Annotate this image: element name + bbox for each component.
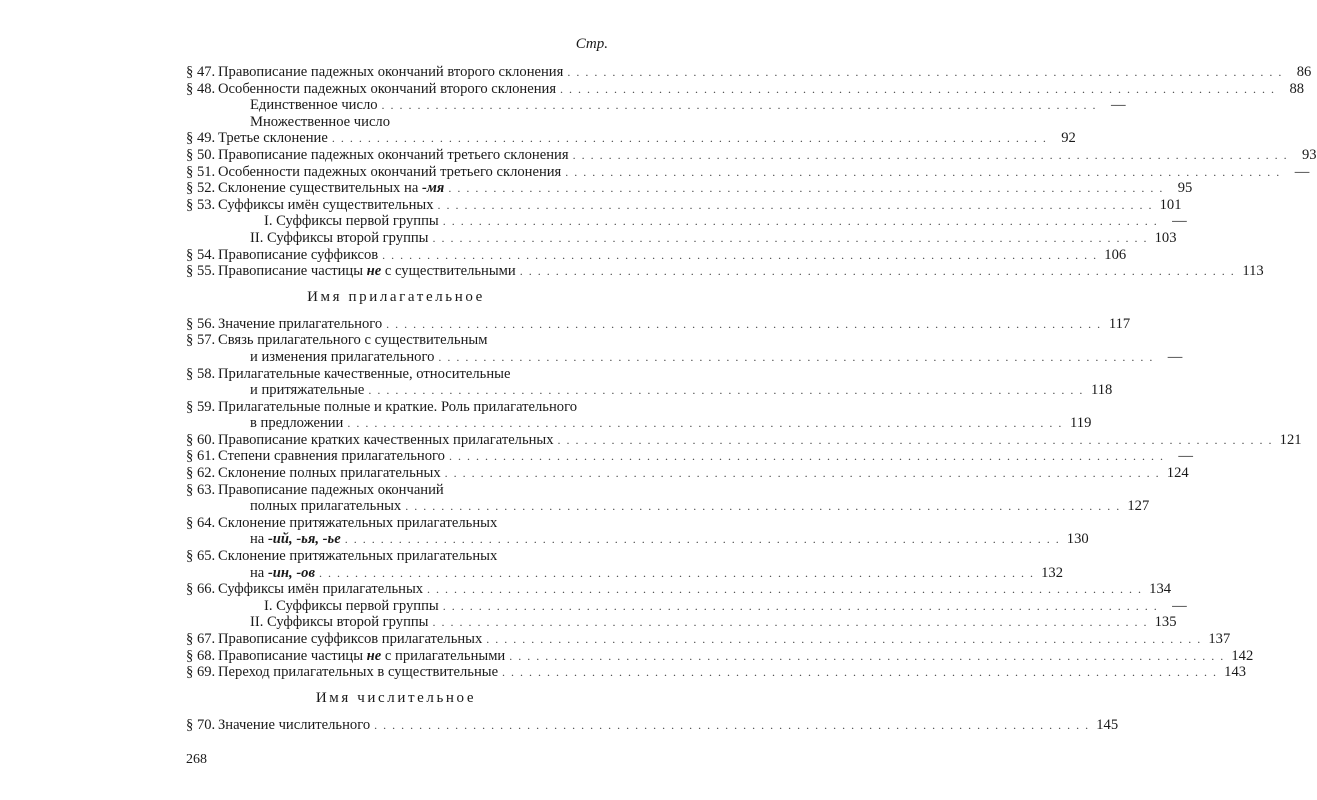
toc-entry-title bbox=[218, 316, 382, 333]
toc-leader-dots: ................................................................................ bbox=[319, 565, 1039, 580]
toc-page-number: 119 bbox=[1070, 415, 1092, 432]
toc-entry-title bbox=[218, 247, 378, 264]
toc-page-number: 132 bbox=[1041, 564, 1063, 581]
toc-page-number: 113 bbox=[1242, 263, 1264, 280]
toc-leader-dots: ................................................................................ bbox=[427, 582, 1148, 597]
toc-entry[interactable] bbox=[186, 146, 1317, 164]
toc-page-number: — bbox=[1167, 348, 1183, 365]
toc-entry[interactable] bbox=[186, 366, 606, 383]
toc-entry-number: § 68. bbox=[186, 647, 216, 664]
toc-page-number: — bbox=[1294, 163, 1310, 180]
toc-entry-text: Правописание частицы bbox=[218, 647, 367, 664]
toc-entry-text-tail: с существительными bbox=[381, 263, 516, 280]
toc-leader-dots: ................................................................................ bbox=[347, 416, 1068, 431]
toc-entry-text: II. Суффиксы второй группы bbox=[250, 614, 429, 631]
toc-entry-title bbox=[218, 648, 505, 665]
toc-leader-dots: ................................................................................ bbox=[405, 499, 1126, 514]
toc-entry-title bbox=[218, 164, 561, 181]
toc-entry-text: Особенности падежных окончаний второго склонения bbox=[218, 80, 557, 97]
toc-page-number: 124 bbox=[1166, 465, 1189, 482]
toc-entry-title bbox=[218, 230, 429, 247]
toc-page-number: — bbox=[1178, 448, 1193, 465]
toc-entry-text: Суффиксы имён существительных bbox=[218, 196, 434, 213]
toc-entry-text: Особенности падежных окончаний третьего склонения bbox=[218, 163, 562, 180]
toc-entry-text: Связь прилагательного с существительным bbox=[218, 332, 488, 349]
toc-entry-text: в предложении bbox=[250, 415, 344, 432]
toc-page-number: 143 bbox=[1224, 664, 1247, 681]
toc-entry[interactable] bbox=[186, 597, 1187, 615]
toc-leader-dots: ................................................................................ bbox=[331, 131, 1052, 146]
toc-leader-dots: ................................................................................ bbox=[432, 230, 1153, 245]
toc-page-number: 92 bbox=[1061, 130, 1076, 147]
toc-entry[interactable] bbox=[186, 399, 606, 416]
toc-leader-dots: ................................................................................ bbox=[557, 432, 1278, 447]
toc-leader-dots: ................................................................................ bbox=[386, 316, 1107, 331]
toc-entry-number: § 61. bbox=[186, 448, 216, 465]
toc-entry-number: § 47. bbox=[186, 64, 216, 80]
toc-entry-title bbox=[218, 717, 370, 734]
toc-entry-title bbox=[218, 64, 563, 81]
toc-entry[interactable] bbox=[186, 647, 1254, 665]
toc-entry[interactable] bbox=[186, 180, 1193, 197]
toc-entry[interactable] bbox=[186, 465, 1189, 482]
toc-leader-dots: ................................................................................ bbox=[437, 197, 1158, 212]
toc-entry-text: Множественное число bbox=[250, 113, 391, 130]
toc-entry[interactable] bbox=[186, 631, 1231, 648]
toc-entry-title bbox=[218, 332, 487, 349]
toc-entry-number: § 51. bbox=[186, 163, 216, 180]
toc-entry-title bbox=[218, 399, 577, 416]
toc-entry-title bbox=[218, 581, 423, 598]
toc-entry-text: Третье склонение bbox=[218, 130, 328, 147]
toc-entry-text: и изменения прилагательного bbox=[250, 348, 435, 365]
toc-leader-dots: ................................................................................ bbox=[565, 164, 1286, 179]
page-number: 268 bbox=[186, 752, 207, 767]
toc-entry-title bbox=[218, 130, 328, 147]
toc-entry-emphasis: -мя bbox=[421, 180, 445, 197]
toc-leader-dots: ................................................................................ bbox=[509, 648, 1230, 663]
toc-entry-number: § 58. bbox=[186, 365, 216, 382]
toc-page-number: — bbox=[1110, 97, 1126, 114]
toc-entry-text: I. Суффиксы первой группы bbox=[264, 597, 439, 614]
toc-entry-title bbox=[218, 482, 444, 499]
toc-entry-text: Склонение полных прилагательных bbox=[218, 465, 441, 482]
toc-leader-dots: ................................................................................ bbox=[442, 598, 1163, 613]
toc-leader-dots: ................................................................................ bbox=[448, 449, 1169, 464]
toc-entry-title bbox=[218, 498, 401, 515]
toc-entry-number: § 52. bbox=[186, 180, 216, 197]
toc-entry-title bbox=[218, 631, 482, 648]
toc-entry-number: § 60. bbox=[186, 431, 216, 448]
toc-entry-text: Правописание суффиксов bbox=[218, 246, 379, 263]
toc-page-number: 142 bbox=[1231, 647, 1254, 664]
toc-entry-number: § 56. bbox=[186, 315, 216, 332]
toc-entry[interactable] bbox=[186, 564, 1063, 582]
toc-entry-number: § 50. bbox=[186, 146, 216, 163]
toc-entry-title bbox=[218, 197, 434, 214]
toc-leader-dots: ................................................................................ bbox=[381, 98, 1102, 113]
toc-entry-number: § 48. bbox=[186, 80, 216, 97]
toc-entry-number: § 66. bbox=[186, 581, 216, 598]
toc-entry-number: § 64. bbox=[186, 514, 216, 531]
toc-entry-text: I. Суффиксы первой группы bbox=[264, 213, 439, 230]
toc-entry[interactable] bbox=[186, 246, 1127, 264]
toc-entry-emphasis: -ий, -ья, -ье bbox=[267, 531, 341, 548]
toc-entry-number: § 63. bbox=[186, 481, 216, 498]
toc-page-number: 130 bbox=[1066, 531, 1089, 548]
toc-leader-dots: ................................................................................ bbox=[560, 81, 1281, 96]
toc-entry-text: Правописание суффиксов прилагательных bbox=[218, 631, 483, 647]
toc-leader-dots: ................................................................................ bbox=[519, 264, 1240, 279]
toc-entry-text: полных прилагательных bbox=[250, 498, 402, 515]
toc-entry[interactable] bbox=[186, 548, 606, 565]
toc-entry-title bbox=[218, 531, 341, 548]
toc-entry-title bbox=[218, 448, 445, 465]
toc-page-number: 145 bbox=[1096, 716, 1119, 733]
toc-page-number: 86 bbox=[1296, 64, 1312, 80]
toc-entry[interactable] bbox=[186, 531, 1089, 548]
toc-entry[interactable] bbox=[186, 229, 1177, 247]
toc-entry-emphasis: не bbox=[366, 647, 382, 664]
toc-page-number: 88 bbox=[1289, 80, 1305, 97]
toc-entry-text: Склонение притяжательных прилагательных bbox=[218, 514, 498, 531]
toc-entry-number: § 49. bbox=[186, 130, 216, 147]
toc-entry-title bbox=[218, 366, 510, 383]
page-column-header: Стр. bbox=[575, 36, 608, 52]
toc-entry-text: Единственное число bbox=[250, 97, 378, 114]
toc-entry-title bbox=[218, 432, 554, 449]
toc-entry-title bbox=[218, 263, 516, 280]
toc-page-number: 121 bbox=[1279, 431, 1302, 448]
toc-entry-title bbox=[218, 598, 439, 615]
toc-page-number: 95 bbox=[1177, 180, 1193, 197]
toc-entry-text: Правописание падежных окончаний второго склонения bbox=[218, 64, 564, 80]
toc-entry-text: Прилагательные полные и краткие. Роль прилагательного bbox=[218, 398, 577, 415]
toc-leader-dots: ................................................................................ bbox=[502, 665, 1223, 680]
toc-entry[interactable] bbox=[186, 482, 606, 499]
toc-entry-title bbox=[218, 614, 429, 631]
toc-entry-number: § 54. bbox=[186, 246, 216, 263]
toc-page-number: — bbox=[1172, 597, 1187, 614]
toc-leader-dots: ................................................................................ bbox=[442, 214, 1163, 229]
toc-entry-title bbox=[218, 114, 390, 131]
toc-entry-text: Правописание падежных окончаний третьего склонения bbox=[218, 146, 569, 163]
toc-entry-title bbox=[218, 382, 364, 399]
toc-entry-text: Значение числительного bbox=[218, 716, 371, 733]
toc-page-number: — bbox=[1172, 213, 1187, 230]
toc-leader-dots: ................................................................................ bbox=[382, 247, 1103, 262]
toc-entry[interactable] bbox=[186, 196, 1182, 214]
toc-entry-number: § 57. bbox=[186, 332, 216, 349]
toc-entry-number: § 67. bbox=[186, 631, 216, 647]
toc-entry-title bbox=[218, 664, 498, 681]
table-of-contents bbox=[186, 64, 1317, 733]
toc-entry[interactable] bbox=[186, 382, 1113, 399]
toc-leader-dots: ................................................................................ bbox=[432, 615, 1153, 630]
toc-entry[interactable] bbox=[186, 664, 1247, 681]
toc-page-number: 103 bbox=[1154, 229, 1177, 246]
toc-entry-title bbox=[218, 415, 343, 432]
toc-entry-title bbox=[218, 565, 315, 582]
toc-leader-dots: ................................................................................ bbox=[486, 632, 1207, 646]
toc-entry[interactable] bbox=[186, 64, 1312, 81]
toc-entry[interactable] bbox=[186, 515, 606, 532]
toc-entry-text: на bbox=[250, 564, 268, 581]
toc-entry[interactable] bbox=[186, 163, 1310, 181]
toc-entry-text: Прилагательные качественные, относительные bbox=[218, 365, 511, 382]
toc-entry[interactable] bbox=[186, 716, 1119, 734]
toc-entry-title bbox=[218, 180, 444, 197]
toc-page-number: 117 bbox=[1108, 315, 1131, 332]
toc-page-number: 135 bbox=[1154, 614, 1177, 631]
toc-entry-text: Склонение существительных на bbox=[218, 180, 422, 197]
toc-entry-title bbox=[218, 515, 497, 532]
toc-entry-text: II. Суффиксы второй группы bbox=[250, 229, 429, 246]
toc-entry-text: Правописание частицы bbox=[218, 263, 367, 280]
toc-entry-text: Суффиксы имён прилагательных bbox=[218, 581, 424, 598]
toc-entry[interactable] bbox=[186, 348, 1183, 366]
toc-entry[interactable] bbox=[186, 581, 1172, 598]
toc-entry[interactable] bbox=[186, 315, 1131, 333]
toc-page-number: 127 bbox=[1127, 498, 1150, 515]
toc-leader-dots: ................................................................................ bbox=[438, 349, 1159, 364]
toc-entry[interactable] bbox=[186, 448, 1193, 465]
toc-entry[interactable] bbox=[186, 130, 1076, 147]
toc-leader-dots: ................................................................................ bbox=[448, 181, 1169, 196]
toc-entry-emphasis: не bbox=[366, 263, 382, 280]
toc-entry-title bbox=[218, 97, 378, 114]
toc-entry-title bbox=[218, 349, 434, 366]
toc-entry-text: Правописание падежных окончаний bbox=[218, 481, 444, 498]
toc-entry-emphasis: -ин, -ов bbox=[267, 564, 315, 581]
toc-entry-title bbox=[218, 213, 439, 230]
toc-entry[interactable] bbox=[186, 263, 1264, 280]
toc-entry[interactable] bbox=[186, 614, 1177, 631]
toc-entry[interactable] bbox=[186, 332, 606, 349]
toc-leader-dots: ................................................................................ bbox=[567, 65, 1288, 79]
toc-leader-dots: ................................................................................ bbox=[444, 466, 1165, 481]
toc-entry[interactable] bbox=[186, 213, 1187, 230]
toc-page-number: 134 bbox=[1149, 581, 1172, 598]
toc-entry-text-tail: с прилагательными bbox=[381, 647, 506, 664]
toc-page-number: 93 bbox=[1301, 146, 1317, 163]
toc-leader-dots: ................................................................................ bbox=[368, 383, 1089, 398]
toc-entry-number: § 59. bbox=[186, 398, 216, 415]
toc-entry-text: и притяжательные bbox=[250, 382, 365, 399]
toc-page-number: 137 bbox=[1208, 631, 1231, 647]
toc-entry-number: § 65. bbox=[186, 548, 216, 565]
toc-entry-title bbox=[218, 147, 569, 164]
toc-entry-text: Правописание кратких качественных прилагательных bbox=[218, 431, 554, 448]
toc-page-number: 118 bbox=[1090, 382, 1113, 399]
toc-leader-dots: ................................................................................ bbox=[572, 147, 1293, 162]
toc-leader-dots: ................................................................................ bbox=[374, 717, 1095, 732]
toc-entry-text: Склонение притяжательных прилагательных bbox=[218, 548, 498, 565]
toc-section-heading: Имя числительное bbox=[315, 689, 477, 706]
toc-entry-number: § 69. bbox=[186, 664, 216, 681]
toc-entry-number: § 70. bbox=[186, 716, 216, 733]
toc-entry-title bbox=[218, 548, 497, 565]
toc-entry[interactable] bbox=[186, 415, 1092, 432]
toc-entry[interactable] bbox=[186, 80, 1305, 98]
toc-entry[interactable] bbox=[186, 498, 1150, 515]
toc-page-number: 106 bbox=[1104, 246, 1127, 263]
toc-entry-number: § 62. bbox=[186, 465, 216, 482]
toc-entry-title bbox=[218, 465, 441, 482]
toc-leader-dots: ................................................................................ bbox=[344, 532, 1065, 547]
toc-entry[interactable] bbox=[186, 114, 606, 131]
toc-entry-text: Переход прилагательных в существительные bbox=[218, 664, 499, 681]
toc-section-heading: Имя прилагательное bbox=[307, 288, 485, 305]
toc-entry-text: на bbox=[250, 531, 268, 548]
toc-entry-title bbox=[218, 81, 556, 98]
toc-entry-number: § 55. bbox=[186, 263, 216, 280]
toc-page-number: 101 bbox=[1159, 196, 1182, 213]
toc-entry-number: § 53. bbox=[186, 196, 216, 213]
toc-entry-text: Степени сравнения прилагательного bbox=[218, 448, 445, 465]
toc-entry-text: Значение прилагательного bbox=[218, 315, 383, 332]
toc-entry[interactable] bbox=[186, 431, 1302, 449]
toc-entry[interactable] bbox=[186, 97, 1126, 114]
